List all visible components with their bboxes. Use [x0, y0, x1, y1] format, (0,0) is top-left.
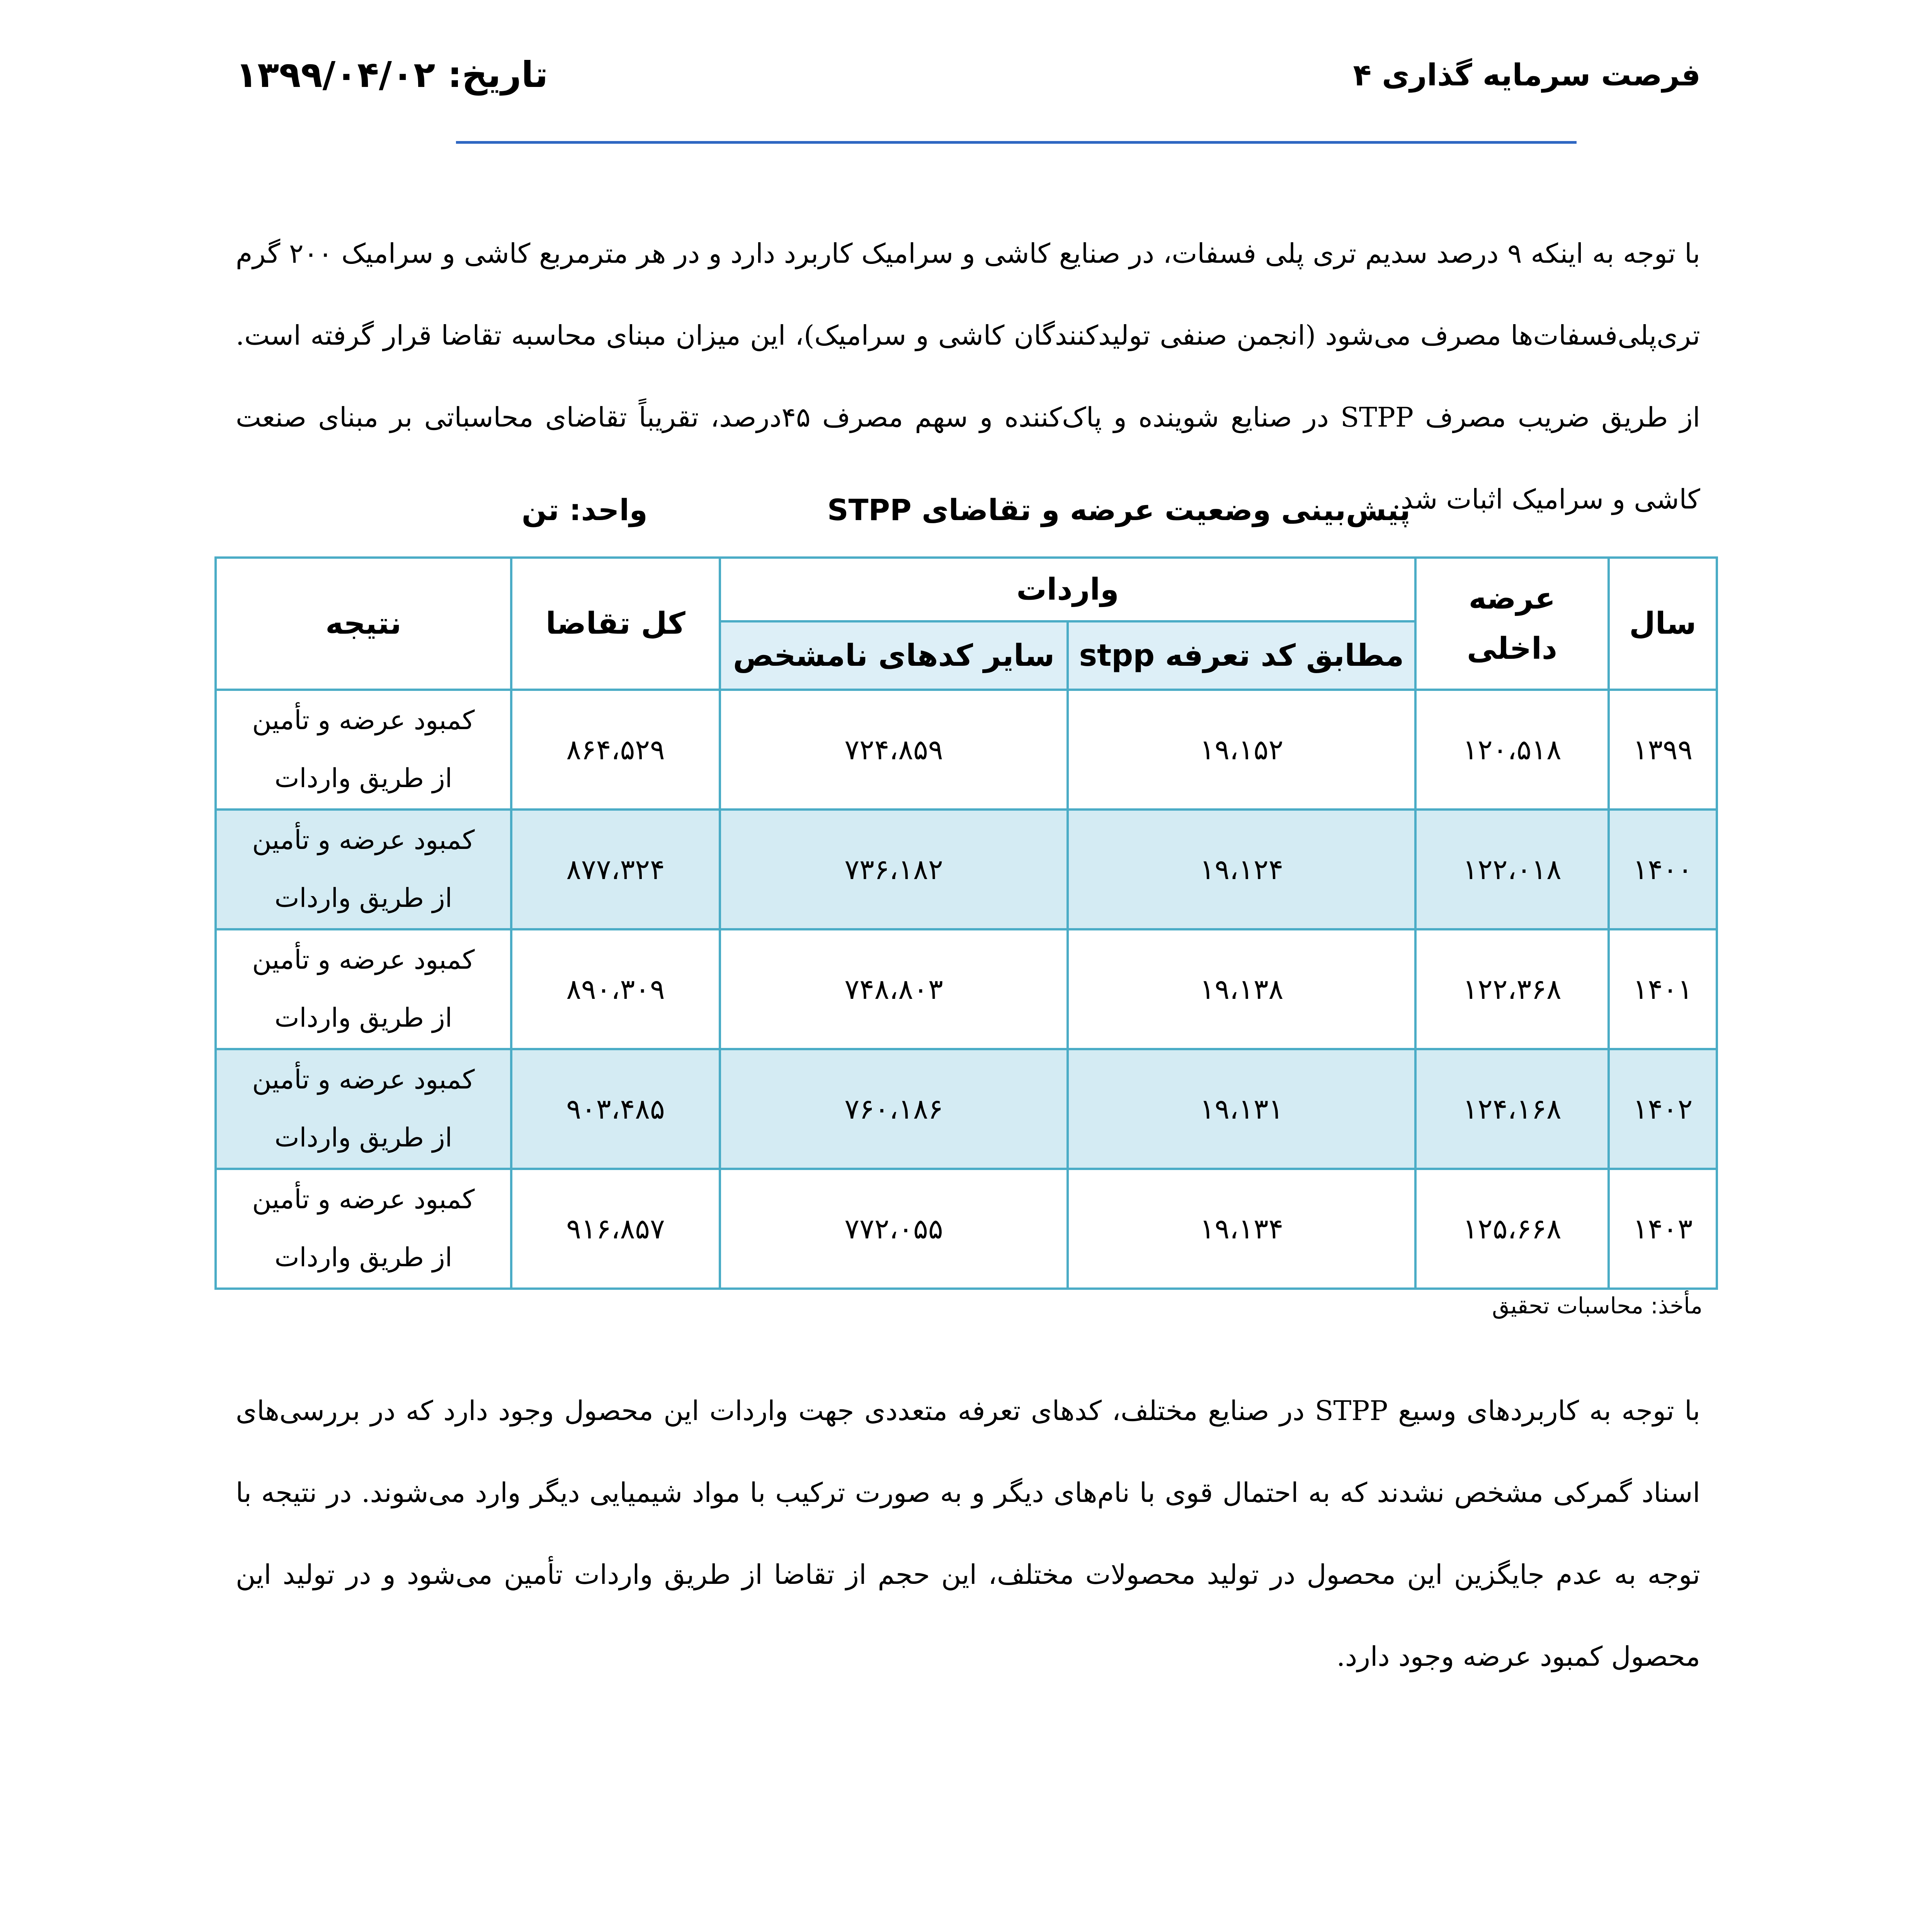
cell-year: ۱۴۰۳ — [1609, 1169, 1717, 1289]
col-header-stpp-code: مطابق کد تعرفه stpp — [1068, 621, 1415, 690]
cell-domestic: ۱۲۵،۶۶۸ — [1415, 1169, 1609, 1289]
cell-total: ۸۶۴،۵۲۹ — [511, 690, 720, 810]
cell-year: ۱۴۰۲ — [1609, 1049, 1717, 1169]
cell-result — [216, 1049, 511, 1169]
cell-result-line1: کمبود عرضه و تأمین — [252, 1065, 475, 1095]
cell-domestic: ۱۲۰،۵۱۸ — [1415, 690, 1609, 810]
cell-total: ۹۱۶،۸۵۷ — [511, 1169, 720, 1289]
header-date: تاریخ: ۱۳۹۹/۰۴/۰۲ — [236, 54, 548, 95]
cell-domestic: ۱۲۲،۳۶۸ — [1415, 929, 1609, 1049]
cell-result-line1: کمبود عرضه و تأمین — [252, 705, 475, 736]
cell-result-line1: کمبود عرضه و تأمین — [252, 945, 475, 975]
cell-other: ۷۳۶،۱۸۲ — [720, 810, 1068, 929]
table-unit: واحد: تن — [522, 493, 648, 527]
col-header-total: کل تقاضا — [511, 558, 720, 690]
table-row — [216, 929, 1717, 1049]
cell-result-line2: از طریق واردات — [274, 1242, 452, 1273]
cell-total: ۹۰۳،۴۸۵ — [511, 1049, 720, 1169]
cell-domestic: ۱۲۴،۱۶۸ — [1415, 1049, 1609, 1169]
cell-total: ۸۹۰،۳۰۹ — [511, 929, 720, 1049]
col-header-domestic — [1415, 558, 1609, 690]
table-row — [216, 810, 1717, 929]
table-row — [216, 1169, 1717, 1289]
col-header-year: سال — [1609, 558, 1717, 690]
cell-stpp: ۱۹،۱۵۲ — [1068, 690, 1415, 810]
cell-year: ۱۴۰۱ — [1609, 929, 1717, 1049]
cell-stpp: ۱۹،۱۳۸ — [1068, 929, 1415, 1049]
cell-result — [216, 810, 511, 929]
table-caption — [522, 493, 1410, 535]
col-header-domestic-line1: عرضه — [1468, 581, 1556, 616]
cell-other: ۷۴۸،۸۰۳ — [720, 929, 1068, 1049]
table-row — [216, 1049, 1717, 1169]
cell-stpp: ۱۹،۱۲۴ — [1068, 810, 1415, 929]
cell-year: ۱۴۰۰ — [1609, 810, 1717, 929]
cell-result-line1: کمبود عرضه و تأمین — [252, 825, 475, 855]
cell-domestic: ۱۲۲،۰۱۸ — [1415, 810, 1609, 929]
cell-result-line2: از طریق واردات — [274, 1003, 452, 1033]
cell-result — [216, 690, 511, 810]
cell-result-line2: از طریق واردات — [274, 763, 452, 794]
cell-stpp: ۱۹،۱۳۴ — [1068, 1169, 1415, 1289]
cell-result — [216, 929, 511, 1049]
cell-result-line2: از طریق واردات — [274, 883, 452, 913]
cell-other: ۷۲۴،۸۵۹ — [720, 690, 1068, 810]
cell-other: ۷۷۲،۰۵۵ — [720, 1169, 1068, 1289]
intro-paragraph: با توجه به اینکه ۹ درصد سدیم تری پلی فسفات، در صنایع کاشی و سرامیک کاربرد دارد و در هر مترمربع کاشی و سرامیک ۲۰۰ گرم تری‌پلی‌فسفات‌ها مصرف می‌شود (انجمن صنفی تولیدکنندگان کاشی و سرامیک)، این میزان مبنای محاسبه تقاضا قرار گرفته است. از طریق ضریب مصرف STPP در صنایع شوینده و پاک‌کننده و سهم مصرف ۴۵درصد، تقریباً تقاضای محاسباتی بر مبنای صنعت کاشی و سرامیک اثبات شد. — [236, 238, 1701, 515]
col-header-other-codes: سایر کدهای نامشخص — [720, 621, 1068, 690]
header-divider — [456, 141, 1577, 144]
table-row — [216, 690, 1717, 810]
cell-year: ۱۳۹۹ — [1609, 690, 1717, 810]
col-header-domestic-line2: داخلی — [1467, 631, 1557, 666]
col-header-imports: واردات — [720, 558, 1415, 621]
header-title: فرصت سرمایه گذاری ۴ — [1353, 58, 1701, 93]
conclusion-paragraph: با توجه به کاربردهای وسیع STPP در صنایع مختلف، کدهای تعرفه متعددی جهت واردات این محصول وجود دارد که در بررسی‌های اسناد گمرکی مشخص نشدند که به احتمال قوی با نام‌های دیگر و به صورت ترکیب با مواد شیمیایی دیگر وارد می‌شوند. در نتیجه با توجه به عدم جایگزین این محصول در تولید محصولات مختلف، این حجم از تقاضا از طریق واردات تأمین می‌شود و در تولید این محصول کمبود عرضه وجود دارد. — [236, 1395, 1701, 1672]
col-header-result: نتیجه — [216, 558, 511, 690]
cell-result-line2: از طریق واردات — [274, 1122, 452, 1153]
cell-stpp: ۱۹،۱۳۱ — [1068, 1049, 1415, 1169]
cell-other: ۷۶۰،۱۸۶ — [720, 1049, 1068, 1169]
cell-result — [216, 1169, 511, 1289]
table-source: مأخذ: محاسبات تحقیق — [1492, 1293, 1703, 1319]
cell-result-line1: کمبود عرضه و تأمین — [252, 1184, 475, 1215]
table-title: پیش‌بینی وضعیت عرضه و تقاضای STPP — [827, 493, 1410, 527]
supply-demand-table — [214, 556, 1718, 1290]
cell-total: ۸۷۷،۳۲۴ — [511, 810, 720, 929]
